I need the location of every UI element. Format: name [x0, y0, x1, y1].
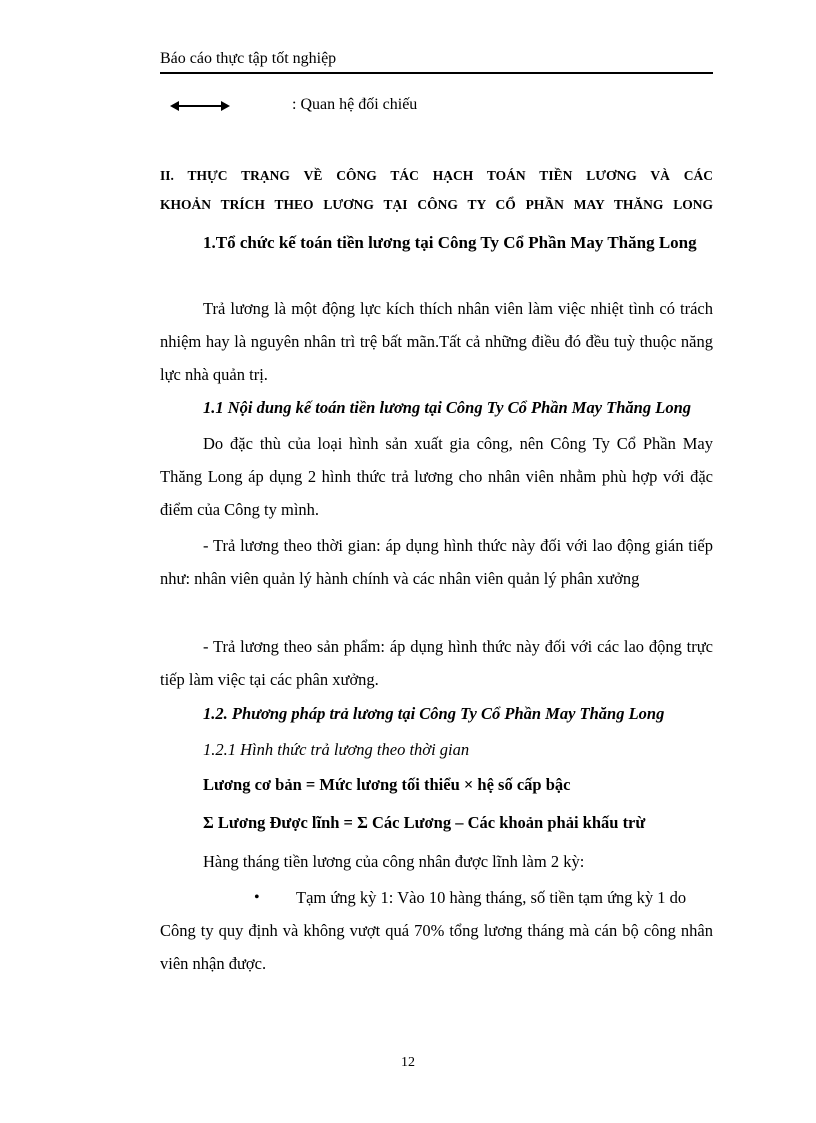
section-title-line2: KHOẢN TRÍCH THEO LƯƠNG TẠI CÔNG TY CỔ PHẦN MAY THĂNG LONG	[160, 197, 713, 212]
header-title: Báo cáo thực tập tốt nghiệp	[160, 50, 337, 67]
paragraph-4: - Trả lương theo sản phẩm: áp dụng hình thức này đối với các lao động trực tiếp làm việc tại các phân xưởng.	[160, 637, 713, 689]
heading-1-2: 1.2. Phương pháp trả lương tại Công Ty Cổ Phần May Thăng Long	[203, 704, 665, 723]
bullet-icon: •	[254, 889, 260, 906]
section-title-line1: II. THỰC TRẠNG VỀ CÔNG TÁC HẠCH TOÁN TIỀN LƯƠNG VÀ CÁC	[160, 168, 713, 183]
heading-1: 1.Tổ chức kế toán tiền lương tại Công Ty Cổ Phần May Thăng Long	[203, 233, 697, 252]
page-number: 12	[401, 1055, 415, 1070]
heading-1-1: 1.1 Nội dung kế toán tiền lương tại Công Ty Cổ Phần May Thăng Long	[203, 398, 691, 417]
paragraph-2: Do đặc thù của loại hình sản xuất gia công, nên Công Ty Cổ Phần May Thăng Long áp dụng 2 hình thức trả lương cho nhân viên nhằm phù hợp với đặc điểm của Công ty mình.	[160, 434, 713, 519]
double-arrow-icon	[170, 99, 230, 113]
page-header	[160, 48, 713, 74]
paragraph-1: Trả lương là một động lực kích thích nhân viên làm việc nhiệt tình có trách nhiệm hay là nguyên nhân trì trệ bất mãn.Tất cả những điều đó đều tuỳ thuộc năng lực nhà quản trị.	[160, 299, 713, 384]
legend-row	[170, 96, 570, 118]
bullet-item-rest: Công ty quy định và không vượt quá 70% tổng lương tháng mà cán bộ công nhân viên nhận được.	[160, 921, 713, 973]
heading-1-2-1: 1.2.1 Hình thức trả lương theo thời gian	[203, 740, 470, 759]
paragraph-3: - Trả lương theo thời gian: áp dụng hình thức này đối với lao động gián tiếp như: nhân viên quản lý hành chính và các nhân viên quản lý phân xưởng	[160, 536, 713, 588]
legend-text: : Quan hệ đối chiếu	[292, 96, 418, 113]
formula-total-salary: Σ Lương Được lĩnh = Σ Các Lương – Các khoản phải khấu trừ	[203, 813, 646, 832]
formula-base-salary: Lương cơ bản = Mức lương tối thiểu × hệ số cấp bậc	[203, 775, 571, 794]
bullet-item-line1: Tạm ứng kỳ 1: Vào 10 hàng tháng, số tiền tạm ứng kỳ 1 do	[296, 888, 687, 907]
paragraph-5: Hàng tháng tiền lương của công nhân được lĩnh làm 2 kỳ:	[203, 852, 585, 871]
